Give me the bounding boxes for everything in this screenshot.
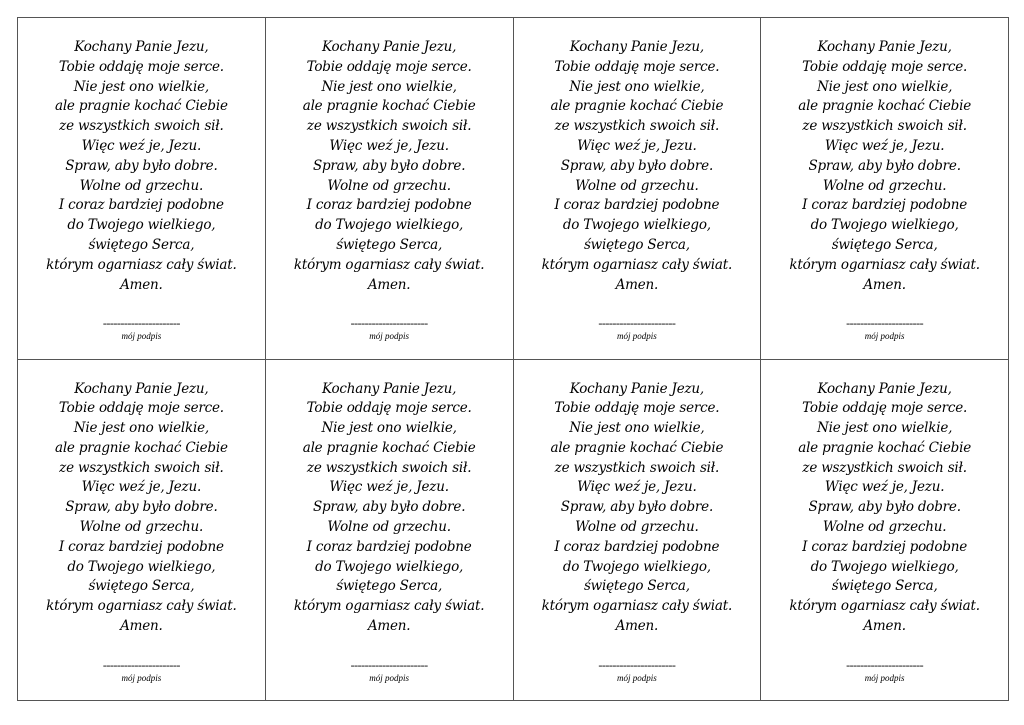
prayer-line: I coraz bardziej podobne <box>554 197 720 214</box>
prayer-line: Więc weź je, Jezu. <box>81 137 202 154</box>
prayer-line: świętego Serca, <box>831 236 938 253</box>
prayer-line: Tobie oddaję moje serce. <box>802 400 968 417</box>
prayer-line: Spraw, aby było dobre. <box>65 499 218 516</box>
prayer-line: Kochany Panie Jezu, <box>817 39 952 55</box>
prayer-line: Tobie oddaję moje serce. <box>554 400 720 417</box>
prayer-line: do Twojego wielkiego, <box>67 217 216 234</box>
prayer-line: Amen. <box>367 618 411 635</box>
prayer-text <box>789 38 979 295</box>
prayer-line: Tobie oddaję moje serce. <box>306 400 472 417</box>
prayer-line: Amen. <box>120 276 163 293</box>
prayer-line: którym ogarniasz cały świat. <box>293 598 485 615</box>
prayer-line: Kochany Panie Jezu, <box>569 380 705 397</box>
prayer-line: I coraz bardziej podobne <box>554 538 720 555</box>
prayer-line: którym ogarniasz cały świat. <box>541 256 733 273</box>
prayer-line: Nie jest ono wielkie, <box>569 420 705 437</box>
prayer-text <box>542 380 732 637</box>
prayer-card <box>761 360 1009 702</box>
prayer-card <box>761 18 1009 360</box>
prayer-line: Kochany Panie Jezu, <box>74 380 209 397</box>
prayer-line: ze wszystkich swoich sił. <box>802 118 967 135</box>
prayer-line: Nie jest ono wielkie, <box>817 420 953 437</box>
prayer-line: ale pragnie kochać Ciebie <box>550 439 724 456</box>
prayer-line: ale pragnie kochać Ciebie <box>302 439 476 456</box>
prayer-line: ze wszystkich swoich sił. <box>554 118 720 135</box>
prayer-line: Wolne od grzechu. <box>79 519 204 536</box>
signature-line: ---------------------- <box>102 316 180 331</box>
prayer-line: Więc weź je, Jezu. <box>329 137 449 154</box>
prayer-line: świętego Serca, <box>336 236 443 253</box>
signature-label: mój podpis <box>121 331 162 342</box>
prayer-line: do Twojego wielkiego, <box>562 558 711 575</box>
prayer-line: Spraw, aby było dobre. <box>312 499 466 516</box>
prayer-line: Kochany Panie Jezu, <box>569 39 705 55</box>
signature-line: ---------------------- <box>598 316 676 331</box>
signature-line: ---------------------- <box>102 657 180 672</box>
prayer-line: Nie jest ono wielkie, <box>73 420 209 437</box>
prayer-line: Nie jest ono wielkie, <box>321 420 457 437</box>
signature-line: ---------------------- <box>846 657 924 672</box>
prayer-line: do Twojego wielkiego, <box>315 558 464 575</box>
prayer-line: świętego Serca, <box>583 236 690 253</box>
prayer-line: Kochany Panie Jezu, <box>321 39 457 55</box>
prayer-line: ze wszystkich swoich sił. <box>59 459 224 476</box>
prayer-line: Amen. <box>863 276 906 293</box>
prayer-line: do Twojego wielkiego, <box>810 217 959 234</box>
prayer-line: świętego Serca, <box>831 578 938 595</box>
prayer-line: ale pragnie kochać Ciebie <box>798 98 971 115</box>
prayer-line: Kochany Panie Jezu, <box>74 39 209 55</box>
signature-label: mój podpis <box>616 672 657 683</box>
prayer-line: Wolne od grzechu. <box>575 177 699 194</box>
prayer-line: którym ogarniasz cały świat. <box>789 598 980 615</box>
signature-line: ---------------------- <box>598 657 676 672</box>
prayer-line: Wolne od grzechu. <box>327 519 451 536</box>
prayer-card <box>18 18 266 360</box>
prayer-line: Więc weź je, Jezu. <box>329 479 449 496</box>
prayer-line: którym ogarniasz cały świat. <box>46 598 237 615</box>
prayer-line: I coraz bardziej podobne <box>802 197 968 214</box>
prayer-card <box>266 360 514 702</box>
prayer-line: świętego Serca, <box>336 578 443 595</box>
prayer-card-sheet <box>17 17 1009 701</box>
prayer-line: Spraw, aby było dobre. <box>808 499 961 516</box>
prayer-line: do Twojego wielkiego, <box>315 217 464 234</box>
prayer-line: ze wszystkich swoich sił. <box>306 118 472 135</box>
prayer-line: Nie jest ono wielkie, <box>73 78 209 95</box>
prayer-line: Amen. <box>863 618 906 635</box>
prayer-line: ale pragnie kochać Ciebie <box>54 98 228 115</box>
prayer-line: którym ogarniasz cały świat. <box>293 256 485 273</box>
prayer-line: Spraw, aby było dobre. <box>560 157 714 174</box>
signature-label: mój podpis <box>864 672 905 683</box>
prayer-line: Wolne od grzechu. <box>575 519 699 536</box>
prayer-line: ze wszystkich swoich sił. <box>306 459 472 476</box>
prayer-text <box>789 380 979 637</box>
prayer-line: do Twojego wielkiego, <box>67 558 216 575</box>
prayer-text <box>294 38 484 295</box>
prayer-line: Kochany Panie Jezu, <box>817 380 952 397</box>
prayer-line: Spraw, aby było dobre. <box>65 157 218 174</box>
prayer-line: Więc weź je, Jezu. <box>81 479 202 496</box>
prayer-line: I coraz bardziej podobne <box>802 538 968 555</box>
prayer-line: ale pragnie kochać Ciebie <box>54 439 228 456</box>
prayer-line: Więc weź je, Jezu. <box>577 137 697 154</box>
prayer-line: I coraz bardziej podobne <box>58 538 224 555</box>
prayer-line: Wolne od grzechu. <box>79 177 204 194</box>
prayer-line: ale pragnie kochać Ciebie <box>550 98 724 115</box>
prayer-line: do Twojego wielkiego, <box>562 217 711 234</box>
signature-label: mój podpis <box>121 672 162 683</box>
prayer-line: do Twojego wielkiego, <box>810 558 959 575</box>
prayer-line: ale pragnie kochać Ciebie <box>798 439 971 456</box>
prayer-line: Nie jest ono wielkie, <box>569 78 705 95</box>
prayer-line: I coraz bardziej podobne <box>306 538 472 555</box>
prayer-line: Tobie oddaję moje serce. <box>802 58 968 75</box>
prayer-line: ale pragnie kochać Ciebie <box>302 98 476 115</box>
prayer-line: Tobie oddaję moje serce. <box>58 400 224 417</box>
prayer-line: Więc weź je, Jezu. <box>577 479 697 496</box>
prayer-line: Wolne od grzechu. <box>822 519 947 536</box>
signature-label: mój podpis <box>864 331 905 342</box>
prayer-line: świętego Serca, <box>583 578 690 595</box>
prayer-line: świętego Serca, <box>88 578 195 595</box>
prayer-line: Więc weź je, Jezu. <box>824 137 945 154</box>
prayer-line: I coraz bardziej podobne <box>306 197 472 214</box>
signature-label: mój podpis <box>369 331 409 342</box>
prayer-line: Spraw, aby było dobre. <box>312 157 466 174</box>
prayer-line: Nie jest ono wielkie, <box>321 78 457 95</box>
prayer-line: którym ogarniasz cały świat. <box>789 256 980 273</box>
prayer-line: I coraz bardziej podobne <box>58 197 224 214</box>
prayer-line: świętego Serca, <box>88 236 195 253</box>
prayer-line: Tobie oddaję moje serce. <box>58 58 224 75</box>
prayer-card <box>18 360 266 702</box>
signature-line: ---------------------- <box>350 657 428 672</box>
prayer-line: Amen. <box>615 618 659 635</box>
prayer-line: Nie jest ono wielkie, <box>817 78 953 95</box>
prayer-line: Spraw, aby było dobre. <box>560 499 714 516</box>
prayer-line: Amen. <box>615 276 659 293</box>
prayer-line: którym ogarniasz cały świat. <box>541 598 733 615</box>
prayer-line: ze wszystkich swoich sił. <box>59 118 224 135</box>
prayer-line: Tobie oddaję moje serce. <box>306 58 472 75</box>
prayer-text <box>294 380 484 637</box>
signature-label: mój podpis <box>616 331 657 342</box>
prayer-line: Wolne od grzechu. <box>327 177 451 194</box>
prayer-line: Wolne od grzechu. <box>822 177 947 194</box>
prayer-card <box>514 18 762 360</box>
prayer-line: Spraw, aby było dobre. <box>808 157 961 174</box>
prayer-card <box>266 18 514 360</box>
prayer-text <box>46 380 236 637</box>
signature-line: ---------------------- <box>846 316 924 331</box>
signature-line: ---------------------- <box>350 316 428 331</box>
prayer-line: którym ogarniasz cały świat. <box>46 256 237 273</box>
prayer-line: Więc weź je, Jezu. <box>824 479 945 496</box>
prayer-line: ze wszystkich swoich sił. <box>802 459 967 476</box>
prayer-text <box>542 38 732 295</box>
prayer-card <box>514 360 762 702</box>
prayer-line: Tobie oddaję moje serce. <box>554 58 720 75</box>
prayer-line: Kochany Panie Jezu, <box>321 380 457 397</box>
prayer-text <box>46 38 236 295</box>
prayer-line: Amen. <box>120 618 163 635</box>
prayer-line: ze wszystkich swoich sił. <box>554 459 720 476</box>
prayer-line: Amen. <box>367 276 411 293</box>
signature-label: mój podpis <box>369 672 409 683</box>
